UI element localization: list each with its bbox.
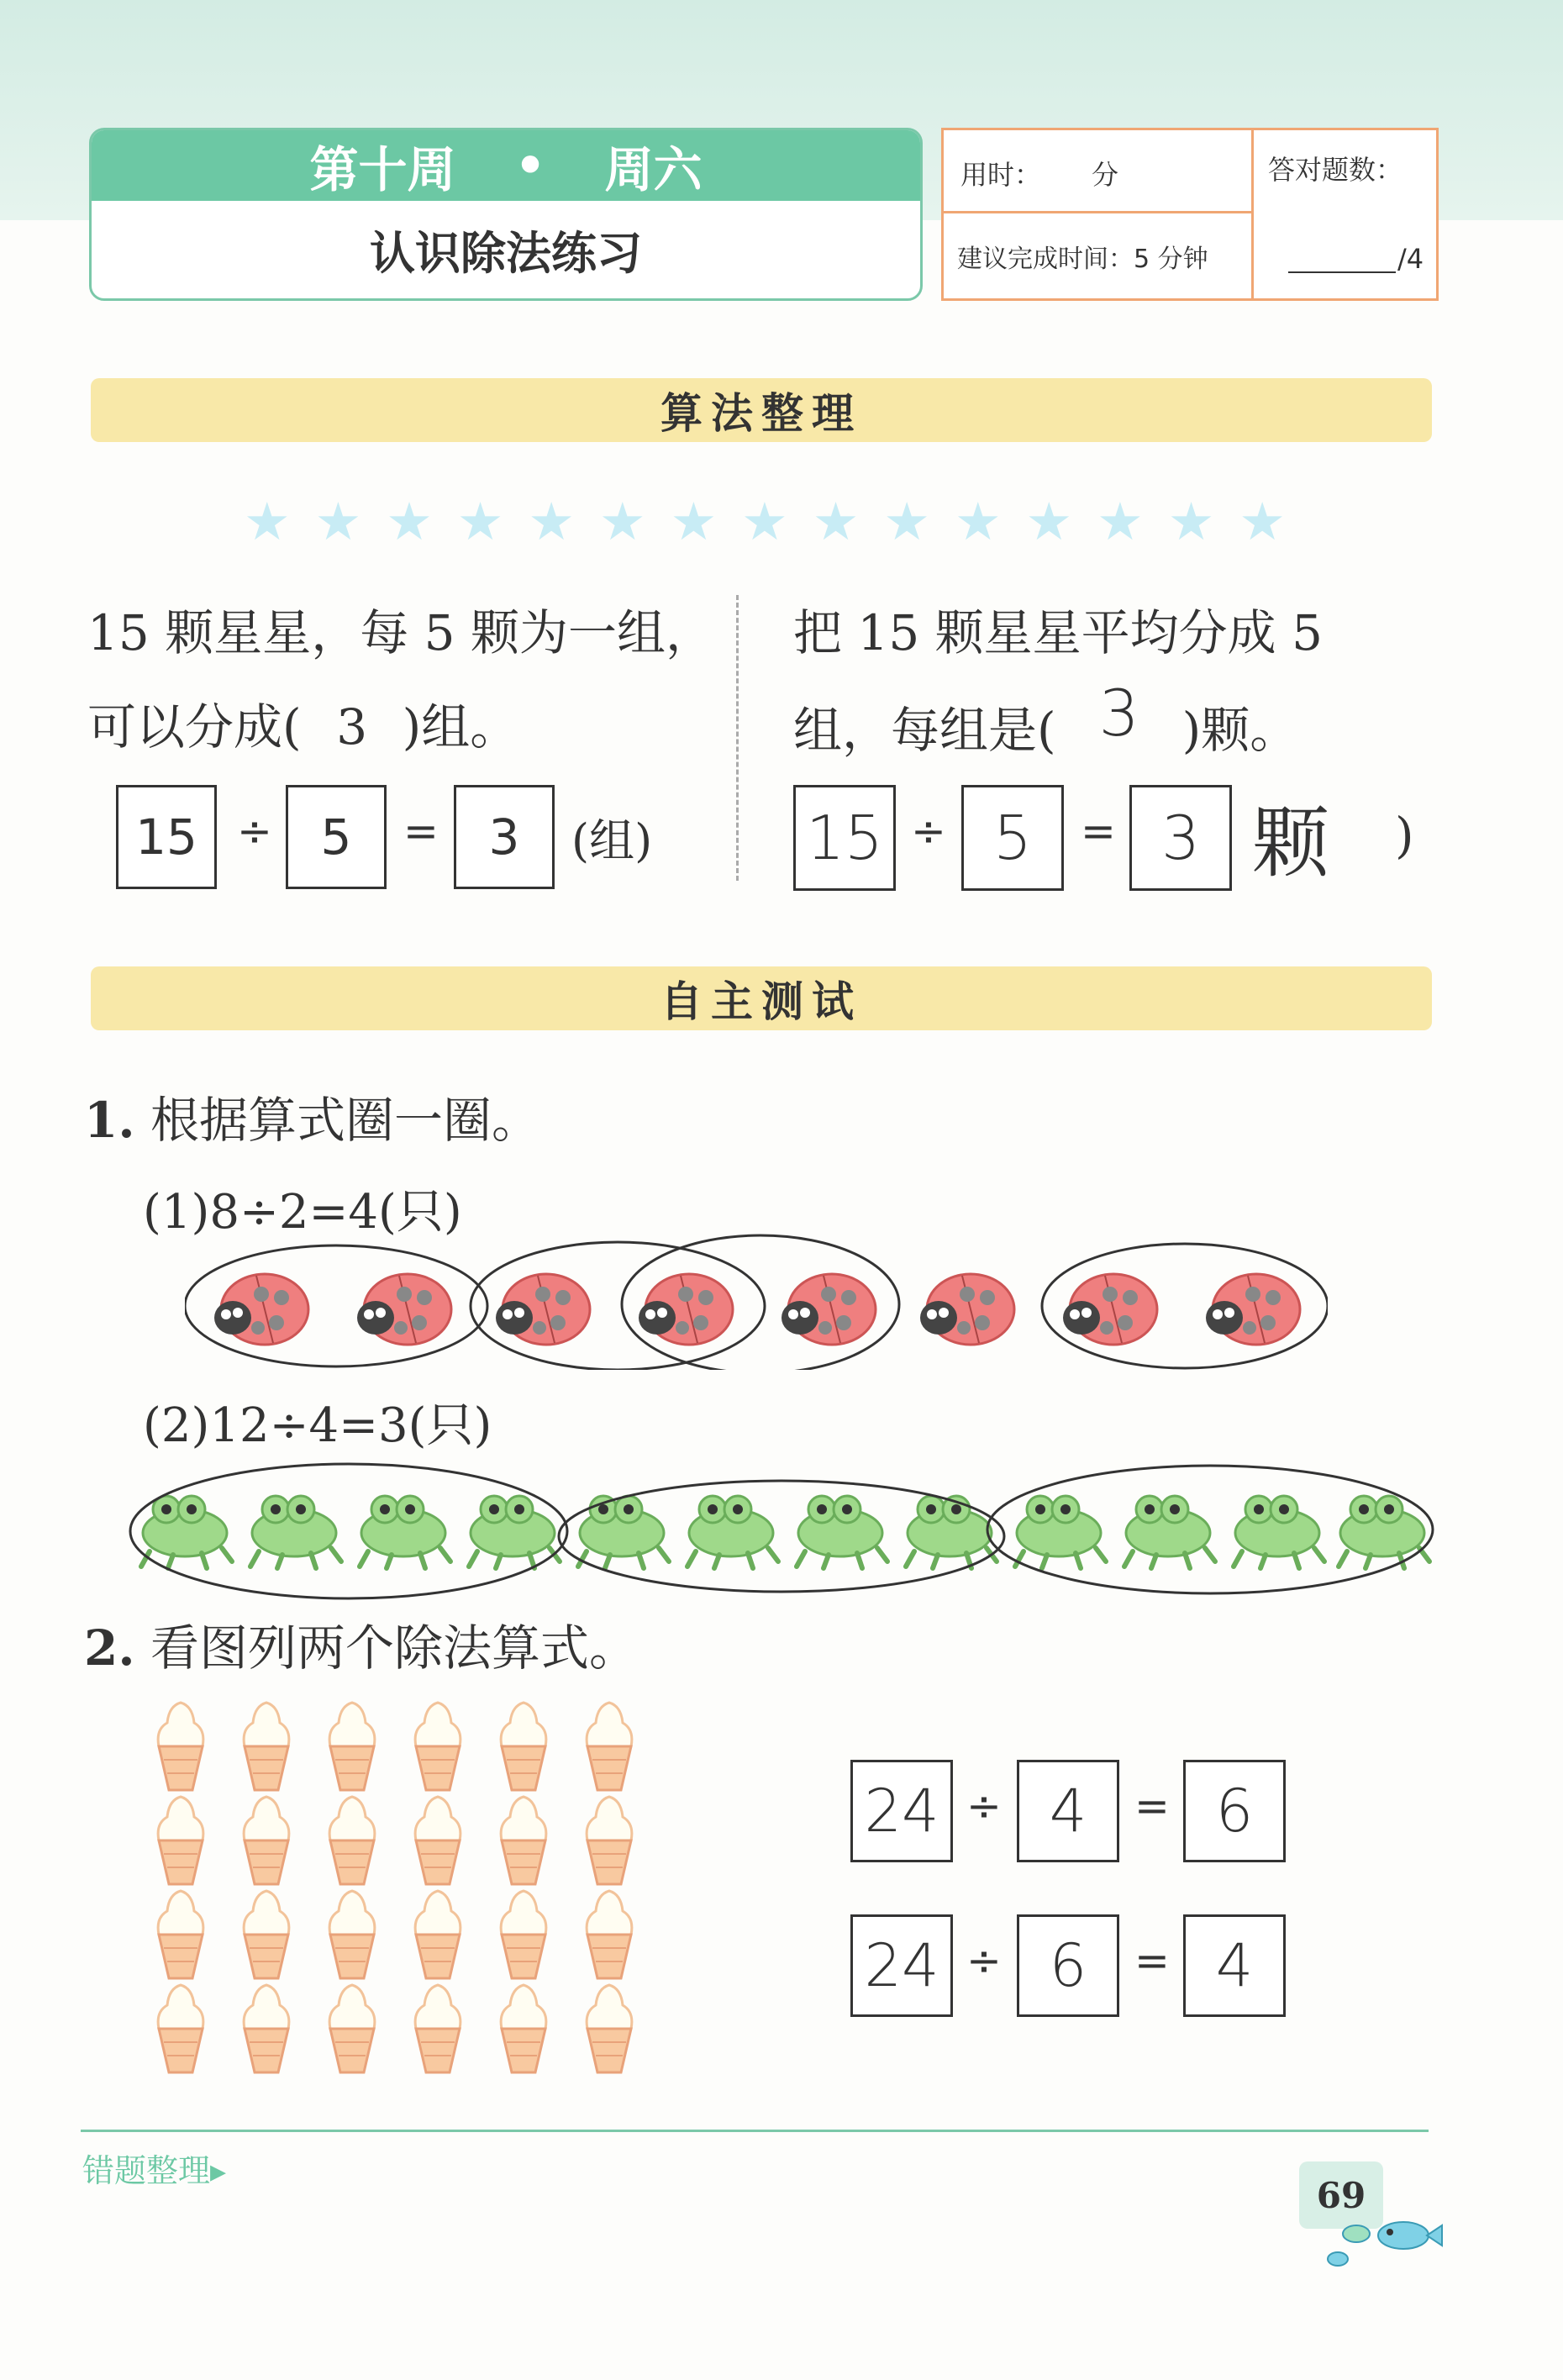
star-icon: ★	[1239, 491, 1286, 552]
frog-icon	[1015, 1496, 1106, 1568]
left-text-line2	[87, 687, 518, 758]
star-icon: ★	[244, 491, 291, 552]
ice-cream-icon	[501, 1703, 546, 1790]
q2-heading	[84, 1609, 638, 1679]
ice-cream-icon	[501, 1797, 546, 1884]
left-answer[interactable]: 3	[336, 698, 368, 756]
star-icon: ★	[456, 491, 504, 552]
star-icon: ★	[528, 491, 575, 552]
star-icon: ★	[1025, 491, 1073, 552]
q1-sub1: (1)8÷2=4(只)	[143, 1185, 462, 1240]
q2-number: 2.	[84, 1619, 135, 1677]
left-eq-op: ÷	[237, 807, 272, 856]
page-number: 69	[1299, 2161, 1383, 2229]
ladybug-icon	[639, 1274, 733, 1345]
right-eq-unit[interactable]: 颗	[1252, 798, 1330, 888]
frog-area[interactable]	[126, 1454, 1437, 1614]
fish-icon	[1319, 2212, 1445, 2271]
right-text-line1: 把 15 颗星星平均分成 5	[793, 604, 1324, 661]
info-box	[941, 128, 1439, 301]
title-dot: •	[514, 137, 546, 194]
q1-number: 1.	[84, 1092, 135, 1149]
q2-eq2-equals: =	[1134, 1936, 1170, 1985]
suggest-time: 建议完成时间：5 分钟	[957, 245, 1208, 274]
ice-cream-icon	[244, 1797, 289, 1884]
ice-cream-icon	[329, 1891, 375, 1978]
ice-cream-icon	[587, 1797, 632, 1884]
star-icon: ★	[954, 491, 1002, 552]
info-divider-h	[944, 211, 1251, 213]
ice-cream-grid	[151, 1698, 647, 2076]
ice-cream-icon	[501, 1891, 546, 1978]
q2-text: 看图列两个除法算式。	[150, 1619, 639, 1677]
ladybug-icon	[496, 1274, 590, 1345]
correct-total: /4	[1397, 243, 1424, 275]
ladybug-icon	[782, 1274, 876, 1345]
star-icon: ★	[883, 491, 930, 552]
frog-icon	[360, 1496, 450, 1568]
footer-rule	[81, 2130, 1429, 2132]
ladybug-icon	[214, 1274, 308, 1345]
q2-eq1-box-a[interactable]: 24	[850, 1760, 953, 1862]
left-eq-unit: (组)	[571, 814, 653, 867]
right-text-2b: )颗。	[1181, 702, 1299, 759]
page-title: 认识除法练习	[370, 226, 642, 280]
left-eq-box-b[interactable]: 5	[286, 785, 387, 889]
frog-icon	[141, 1496, 232, 1568]
q1-text: 根据算式圈一圈。	[150, 1092, 541, 1149]
ladybug-icon	[1063, 1274, 1157, 1345]
ladybug-icon	[920, 1274, 1014, 1345]
stars-row	[244, 491, 1286, 552]
star-icon: ★	[598, 491, 646, 552]
frog-icon	[469, 1496, 560, 1568]
ladybug-icon	[357, 1274, 451, 1345]
star-icon: ★	[314, 491, 362, 552]
right-text-2a: 组，每组是(	[793, 702, 1056, 759]
frog-icon	[250, 1496, 341, 1568]
ladybug-icon	[1206, 1274, 1300, 1345]
right-eq-equals: =	[1081, 807, 1116, 856]
time-label: 用时：	[960, 159, 1042, 191]
star-icon: ★	[741, 491, 788, 552]
q2-eq2-box-b[interactable]: 6	[1017, 1914, 1119, 2017]
ice-cream-icon	[158, 1891, 203, 1978]
ice-cream-icon	[329, 1985, 375, 2072]
ice-cream-icon	[244, 1985, 289, 2072]
ice-cream-icon	[244, 1891, 289, 1978]
ice-cream-icon	[158, 1985, 203, 2072]
ice-cream-icon	[587, 1891, 632, 1978]
star-icon: ★	[1097, 491, 1144, 552]
left-text-2b: )组。	[402, 698, 519, 756]
frog-icon	[1124, 1496, 1215, 1568]
ice-cream-icon	[501, 1985, 546, 2072]
ice-cream-icon	[415, 1985, 460, 2072]
star-icon: ★	[1167, 491, 1215, 552]
left-eq-equals: =	[403, 807, 439, 856]
frog-icon	[1339, 1496, 1429, 1568]
day-label: 周六	[604, 141, 703, 198]
right-eq-box-c[interactable]: 3	[1129, 785, 1232, 891]
q2-eq2-box-a[interactable]: 24	[850, 1914, 953, 2017]
right-answer[interactable]: 3	[1098, 676, 1139, 750]
q1-heading	[84, 1081, 540, 1151]
ice-cream-icon	[329, 1703, 375, 1790]
q2-eq1-box-b[interactable]: 4	[1017, 1760, 1119, 1862]
right-eq-op: ÷	[911, 807, 946, 856]
left-text-line1: 15 颗星星，每 5 颗为一组，	[87, 604, 715, 661]
time-unit: 分	[1092, 159, 1119, 191]
right-eq-box-b[interactable]: 5	[961, 785, 1064, 891]
q1-sub2: (2)12÷4=3(只)	[143, 1398, 492, 1453]
ice-cream-icon	[415, 1797, 460, 1884]
right-eq-close: )	[1395, 807, 1414, 864]
q2-eq1-equals: =	[1134, 1782, 1170, 1830]
ice-cream-icon	[158, 1797, 203, 1884]
ice-cream-icon	[244, 1703, 289, 1790]
left-eq-box-a[interactable]: 15	[116, 785, 217, 889]
ice-cream-icon	[329, 1797, 375, 1884]
right-eq-box-a[interactable]: 15	[793, 785, 896, 891]
q2-eq2-box-c[interactable]: 4	[1183, 1914, 1286, 2017]
right-text-line2	[793, 676, 1299, 762]
q2-eq1-op: ÷	[966, 1782, 1002, 1830]
ladybug-area[interactable]	[185, 1227, 1328, 1370]
column-divider	[736, 595, 739, 881]
q2-eq2-op: ÷	[966, 1936, 1002, 1985]
ice-cream-icon	[415, 1703, 460, 1790]
frog-icon	[1234, 1496, 1324, 1568]
left-text-2a: 可以分成(	[87, 698, 302, 756]
ice-cream-icon	[415, 1891, 460, 1978]
correct-label: 答对题数：	[1268, 154, 1403, 186]
star-icon: ★	[812, 491, 860, 552]
mistake-review-label: 错题整理▸	[82, 2152, 227, 2189]
ice-cream-icon	[587, 1985, 632, 2072]
week-label: 第十周	[309, 141, 456, 198]
frog-icon	[687, 1496, 778, 1568]
correct-blank[interactable]	[1288, 271, 1396, 273]
frog-icon	[906, 1496, 997, 1568]
q2-eq1-box-c[interactable]: 6	[1183, 1760, 1286, 1862]
title-box	[89, 128, 923, 301]
ice-cream-icon	[587, 1703, 632, 1790]
star-icon: ★	[670, 491, 718, 552]
section-title-algorithm: 算法整理	[91, 378, 1432, 442]
info-divider-v	[1251, 130, 1254, 298]
ice-cream-icon	[158, 1703, 203, 1790]
left-eq-box-c[interactable]: 3	[454, 785, 555, 889]
title-bar	[92, 130, 920, 201]
section-title-test: 自主测试	[91, 966, 1432, 1030]
frog-icon	[797, 1496, 887, 1568]
star-icon: ★	[386, 491, 433, 552]
